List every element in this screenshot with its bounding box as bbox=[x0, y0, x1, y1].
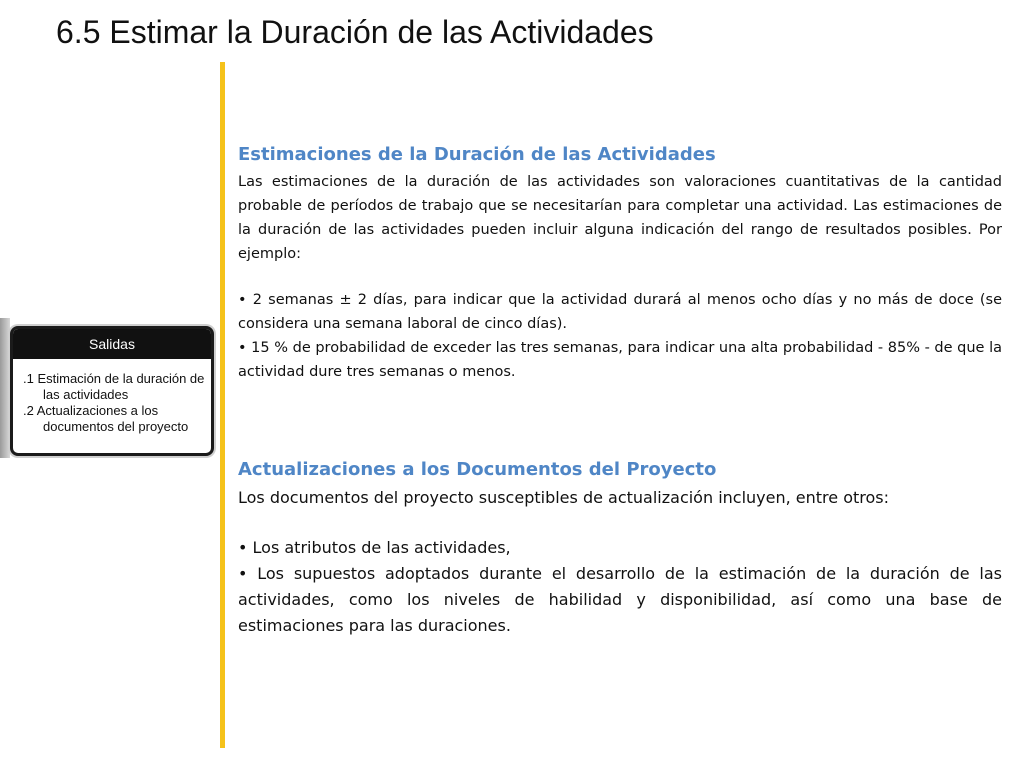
outputs-box bbox=[10, 326, 214, 456]
section-document-updates bbox=[238, 455, 1002, 639]
section-paragraph: Las estimaciones de la duración de las actividades son valoraciones cuantitativas de la cantidad probable de períodos de trabajo que se necesitarían para completar una actividad. Las estimaciones de la duración de las actividades pueden incluir alguna indicación del rango de resultados posibles. Por ejemplo: bbox=[238, 174, 1002, 262]
left-edge-strip bbox=[0, 318, 10, 458]
bullet-item: • Los atributos de las actividades, bbox=[238, 538, 511, 557]
outputs-header: Salidas bbox=[13, 329, 211, 359]
bullet-item: • Los supuestos adoptados durante el desarrollo de la estimación de la duración de las actividades, como los niveles de habilidad y disponibilidad, así como una base de estimaciones para las duraciones. bbox=[238, 564, 1002, 635]
slide-title: 6.5 Estimar la Duración de las Actividades bbox=[56, 14, 654, 50]
content-area bbox=[238, 140, 1002, 639]
bullet-item: • 2 semanas ± 2 días, para indicar que la actividad durará al menos ocho días y no más de doce (se considera una semana laboral de cinco días). bbox=[238, 292, 1002, 332]
outputs-item: .1 Estimación de la duración de las actividades bbox=[23, 371, 205, 402]
yellow-divider-line bbox=[220, 62, 225, 748]
section-title: Estimaciones de la Duración de las Actividades bbox=[238, 144, 716, 165]
section-paragraph: Los documentos del proyecto susceptibles de actualización incluyen, entre otros: bbox=[238, 488, 890, 507]
bullet-item: • 15 % de probabilidad de exceder las tres semanas, para indicar una alta probabilidad - 85% - de que la actividad dure tres semanas o menos. bbox=[238, 340, 1002, 380]
outputs-list bbox=[13, 359, 211, 435]
section-duration-estimates bbox=[238, 140, 1002, 384]
section-title: Actualizaciones a los Documentos del Proyecto bbox=[238, 459, 717, 480]
outputs-item: .2 Actualizaciones a los documentos del proyecto bbox=[23, 403, 189, 434]
